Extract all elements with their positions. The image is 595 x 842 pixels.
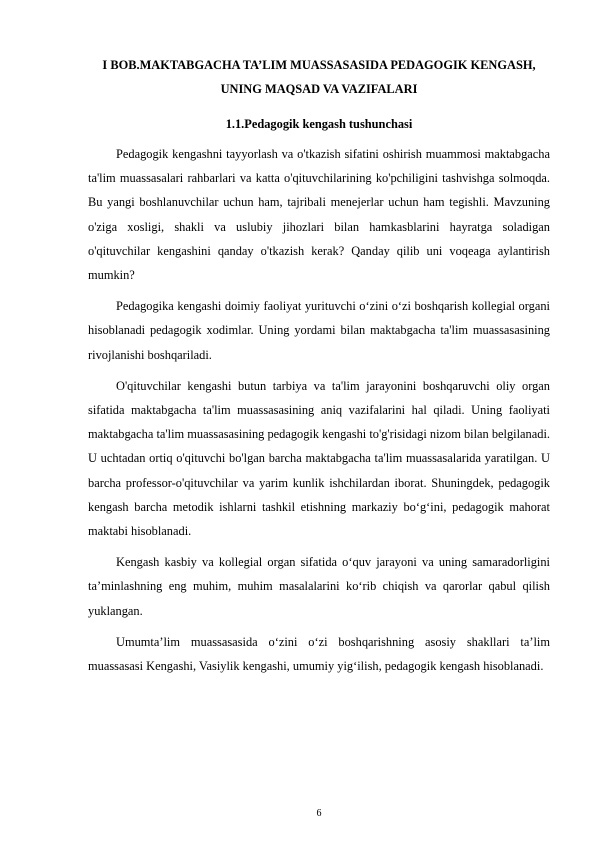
section-title: 1.1.Pedagogik kengash tushunchasi bbox=[225, 117, 413, 131]
body-text bbox=[88, 142, 550, 685]
chapter-title: I BOB.MAKTABGACHA TA’LIM MUASSASASIDA PEDAGOGIK KENGASH, UNING MAQSAD VA VAZIFALARI bbox=[102, 58, 536, 96]
paragraph-4: Kengash kasbiy va kollegial organ sifatida o‘quv jarayoni va uning samaradorligini ta’minlashning eng muhim, muhim masalalarini ko‘rib chiqish va qarorlar qabul qilish yuklangan. bbox=[88, 555, 550, 618]
paragraph-3: O'qituvchilar kengashi butun tarbiya va ta'lim jarayonini boshqaruvchi oliy organ sifatida maktabgacha ta'lim muassasasining aniq vazifalarini hal qiladi. Uning faoliyati maktabgacha ta'lim muassasasining pedagogik kengashi to'g'risidagi nizom bilan belgilanadi. U uchtadan ortiq o'qituvchi bo'lgan barcha maktabgacha ta'lim muassasalarida yaratilgan. U barcha professor-o'qituvchilar va yarim kunlik ishchilardan iborat. Shuningdek, pedagogik kengash barcha metodik ishlarni tashkil etishning markaziy bo‘g‘ini, pedagogik mahorat maktabi hisoblanadi. bbox=[88, 378, 550, 539]
paragraph-5: Umumta’lim muassasasida o‘zini o‘zi boshqarishning asosiy shakllari ta’lim muassasasi Kengashi, Vasiylik kengashi, umumiy yig‘ilish, pedagogik kengash hisoblanadi. bbox=[88, 634, 550, 674]
page-number: 6 bbox=[316, 808, 322, 819]
paragraph-2: Pedagogika kengashi doimiy faoliyat yurituvchi o‘zini o‘zi boshqarish kollegial organi hisoblanadi pedagogik xodimlar. Uning yordami bilan maktabgacha ta'lim muassasasining rivojlanishi boshqariladi. bbox=[88, 299, 550, 362]
paragraph-1: Pedagogik kengashni tayyorlash va o'tkazish sifatini oshirish muammosi maktabgacha ta'lim muassasalari rahbarlari va katta o'qituvchilarining ko'pchiligini tashvishga solmoqda. Bu yangi boshlanuvchilar uchun ham, tajribali menejerlar uchun ham tegishli. Mavzuning o'ziga xosligi, shakli va uslubiy jihozlari bilan hamkasblarini hayratga soladigan o'qituvchilar kengashini qanday o'tkazish kerak? Qanday qilib uni voqeaga aylantirish mumkin? bbox=[88, 147, 550, 283]
